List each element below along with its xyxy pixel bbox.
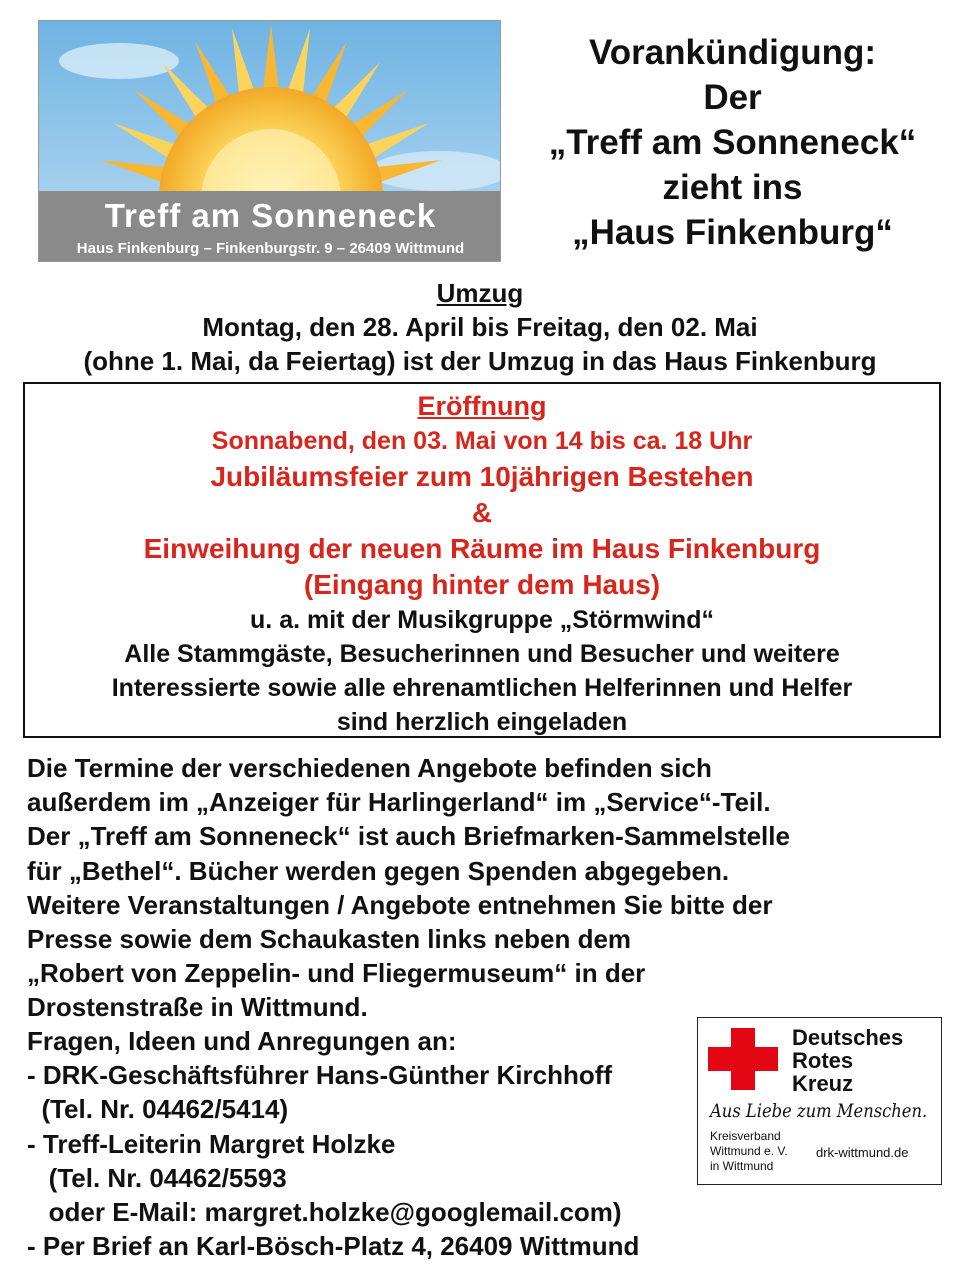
red-cross-icon: [708, 1028, 778, 1090]
entrance-line: (Eingang hinter dem Haus): [303, 569, 661, 600]
drk-slogan: Aus Liebe zum Menschen.: [710, 1100, 928, 1122]
eroeffnung-box: [23, 382, 941, 738]
headline-line: „Haus Finkenburg“: [572, 213, 893, 252]
info-line: Drostenstraße in Wittmund.: [27, 992, 368, 1023]
treff-logo: [38, 20, 501, 262]
umzug-section: [0, 276, 960, 378]
eroeffnung-heading: Eröffnung: [417, 391, 547, 421]
contact-line: (Tel. Nr. 04462/5414): [27, 1094, 289, 1125]
logo-address: Haus Finkenburg – Finkenburgstr. 9 – 26409 Wittmund: [76, 240, 465, 257]
music-line: u. a. mit der Musikgruppe „Störmwind“: [250, 606, 714, 634]
invite-line: Alle Stammgäste, Besucherinnen und Besucher und weitere: [124, 640, 840, 668]
contact-intro: Fragen, Ideen und Anregungen an:: [27, 1026, 457, 1056]
info-line: Presse sowie dem Schaukasten links neben dem: [27, 924, 632, 955]
umzug-line: (ohne 1. Mai, da Feiertag) ist der Umzug in das Haus Finkenburg: [83, 346, 877, 376]
umzug-line: Montag, den 28. April bis Freitag, den 02. Mai: [202, 312, 758, 342]
umzug-heading: Umzug: [436, 278, 524, 308]
drk-url: drk-wittmund.de: [816, 1145, 909, 1160]
headline-line: „Treff am Sonneneck“: [548, 123, 917, 162]
contact-line: oder E-Mail: margret.holzke@googlemail.com): [27, 1197, 622, 1228]
info-line: Weitere Veranstaltungen / Angebote entnehmen Sie bitte der: [27, 889, 773, 920]
eroeffnung-date: Sonnabend, den 03. Mai von 14 bis ca. 18 Uhr: [211, 427, 753, 455]
drk-org: Kreisverband Wittmund e. V. in Wittmund: [710, 1129, 788, 1173]
drk-name: Deutsches Rotes Kreuz: [792, 1025, 904, 1096]
contact-line: - Per Brief an Karl-Bösch-Platz 4, 26409 Wittmund: [27, 1231, 640, 1262]
headline-line: Vorankündigung:: [588, 33, 877, 72]
contact-line: - Treff-Leiterin Margret Holzke: [27, 1128, 396, 1159]
invite-line: Interessierte sowie alle ehrenamtlichen Helferinnen und Helfer: [111, 674, 853, 702]
info-line: „Robert von Zeppelin- und Fliegermuseum“ in der: [27, 958, 646, 989]
contact-section: [27, 1024, 707, 1263]
info-line: für „Bethel“. Bücher werden gegen Spenden abgegeben.: [27, 855, 730, 886]
ampersand: &: [471, 497, 493, 528]
info-line: Der „Treff am Sonneneck“ ist auch Briefmarken-Sammelstelle: [27, 821, 790, 852]
info-line: außerdem im „Anzeiger für Harlingerland“ im „Service“-Teil.: [27, 787, 771, 818]
inauguration-line: Einweihung der neuen Räume im Haus Finkenburg: [143, 533, 821, 564]
jubilee-line: Jubiläumsfeier zum 10jährigen Bestehen: [210, 461, 754, 492]
invite-line: sind herzlich eingeladen: [336, 708, 628, 736]
headline: [505, 30, 960, 255]
headline-line: zieht ins: [662, 168, 803, 207]
info-line: Die Termine der verschiedenen Angebote befinden sich: [27, 753, 712, 783]
contact-line: - DRK-Geschäftsführer Hans-Günther Kirchhoff: [27, 1060, 613, 1091]
contact-line: (Tel. Nr. 04462/5593: [27, 1162, 287, 1193]
info-paragraph: [27, 751, 927, 1025]
drk-logo: [697, 1017, 942, 1185]
logo-title: Treff am Sonneneck: [104, 197, 437, 234]
headline-line: Der: [703, 78, 762, 117]
